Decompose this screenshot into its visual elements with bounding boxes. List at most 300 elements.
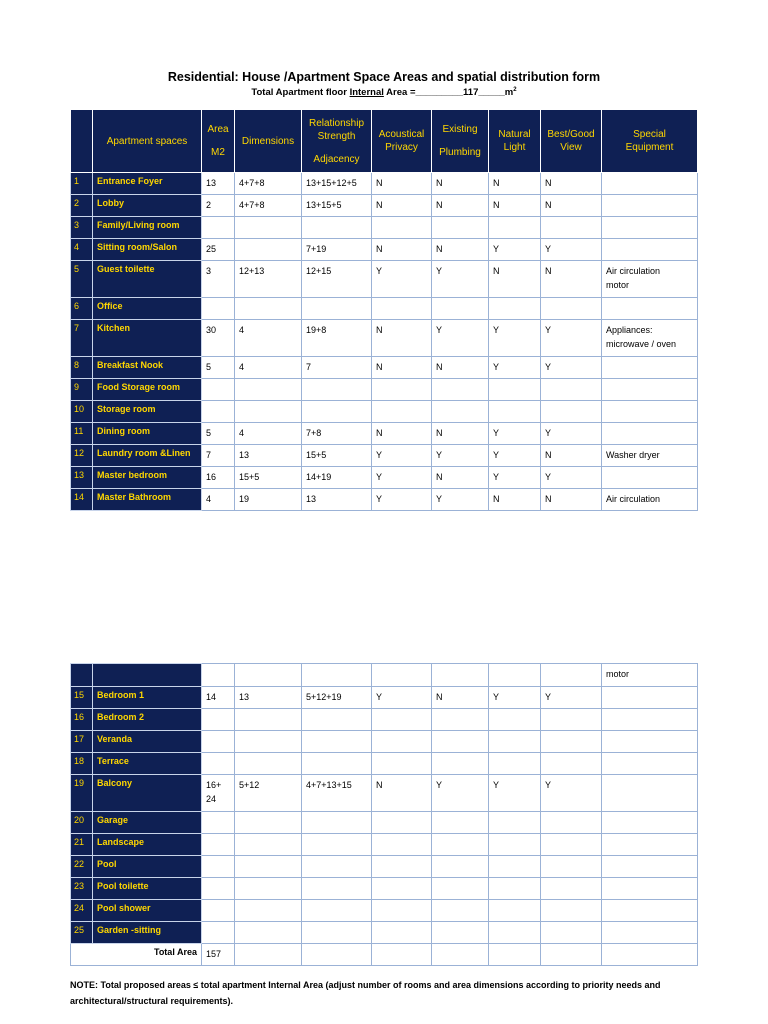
light-cell	[489, 856, 541, 878]
row-number: 16	[71, 709, 93, 731]
area-cell	[202, 775, 235, 812]
area-cell	[202, 812, 235, 834]
plumb-cell	[432, 401, 489, 423]
plumb-cell	[432, 379, 489, 401]
view-cell	[541, 834, 602, 856]
header-acou-l1: Acoustical	[378, 129, 425, 140]
dim-cell	[235, 239, 302, 261]
rel-cell	[302, 687, 372, 709]
light-value: Y	[493, 450, 500, 460]
area-cell	[202, 320, 235, 357]
plumb-value: Y	[436, 325, 443, 335]
dim-value: 15+5	[239, 472, 260, 482]
equipment-cell	[602, 467, 698, 489]
area-value: 2	[206, 200, 212, 210]
area-cell	[202, 379, 235, 401]
rel-cell	[302, 467, 372, 489]
table-row	[71, 812, 698, 834]
plumb-cell	[432, 731, 489, 753]
view-cell	[541, 900, 602, 922]
space-name: Breakfast Nook	[93, 357, 202, 379]
view-cell	[541, 856, 602, 878]
row-number: 9	[71, 379, 93, 401]
rel-value: 5+12+19	[306, 692, 342, 702]
area-cell	[202, 467, 235, 489]
light-cell	[489, 687, 541, 709]
dim-cell	[235, 731, 302, 753]
dim-cell	[235, 379, 302, 401]
view-cell	[541, 423, 602, 445]
view-cell	[541, 445, 602, 467]
cont-num	[71, 664, 93, 687]
plumb-cell	[432, 922, 489, 944]
equipment-cell	[602, 709, 698, 731]
header-nat-l1: Natural	[498, 129, 531, 140]
equipment-cell	[602, 217, 698, 239]
acou-cell	[372, 239, 432, 261]
dim-value: 4+7+8	[239, 178, 265, 188]
subtitle-underlined: Internal	[349, 87, 384, 99]
rel-cell	[302, 812, 372, 834]
continuation-row	[71, 664, 698, 687]
table-row	[71, 856, 698, 878]
dim-value: 4	[239, 428, 245, 438]
area-value: 4	[206, 494, 212, 504]
row-number: 6	[71, 298, 93, 320]
space-name: Family/Living room	[93, 217, 202, 239]
header-dimensions-label: Dimensions	[241, 135, 295, 147]
light-value: Y	[493, 692, 500, 702]
dim-cell	[235, 217, 302, 239]
rel-cell	[302, 834, 372, 856]
header-rel-l1: Relationship	[308, 117, 365, 129]
equipment-cell	[602, 900, 698, 922]
cont-dim	[235, 664, 302, 687]
space-name: Pool shower	[93, 900, 202, 922]
view-cell	[541, 753, 602, 775]
dim-cell	[235, 775, 302, 812]
cont-plumb	[432, 664, 489, 687]
acou-cell	[372, 195, 432, 217]
table-row	[71, 731, 698, 753]
light-cell	[489, 217, 541, 239]
area-cell	[202, 217, 235, 239]
view-cell	[541, 195, 602, 217]
view-cell	[541, 217, 602, 239]
header-spec-l1: Special	[633, 129, 666, 140]
header-num	[71, 110, 93, 173]
equipment-cell	[602, 775, 698, 812]
row-number: 18	[71, 753, 93, 775]
total-row	[71, 944, 698, 966]
area-value: 24	[206, 794, 217, 804]
acou-value: N	[376, 362, 383, 372]
light-cell	[489, 834, 541, 856]
space-name: Lobby	[93, 195, 202, 217]
cont-area	[202, 664, 235, 687]
view-value: Y	[545, 244, 552, 254]
area-cell	[202, 731, 235, 753]
view-cell	[541, 298, 602, 320]
row-number: 5	[71, 261, 93, 298]
row-number: 25	[71, 922, 93, 944]
header-best	[541, 110, 602, 173]
area-value: 5	[206, 428, 212, 438]
space-name: Veranda	[93, 731, 202, 753]
area-cell	[202, 922, 235, 944]
plumb-value: N	[436, 244, 443, 254]
view-value: Y	[545, 692, 552, 702]
rel-cell	[302, 775, 372, 812]
space-name: Garage	[93, 812, 202, 834]
dim-value: 13	[239, 692, 250, 702]
equipment-cell	[602, 753, 698, 775]
equipment-line: Appliances:	[606, 325, 653, 335]
light-cell	[489, 320, 541, 357]
light-cell	[489, 900, 541, 922]
view-cell	[541, 320, 602, 357]
light-value: Y	[493, 780, 500, 790]
equipment-cell	[602, 298, 698, 320]
view-value: N	[545, 266, 552, 276]
equipment-cell	[602, 401, 698, 423]
note-line1: NOTE: Total proposed areas ≤ total apartment Internal Area (adjust number of rooms and area dimensions according to priority needs and	[70, 980, 661, 990]
row-number: 7	[71, 320, 93, 357]
space-table-page1	[70, 109, 698, 511]
dim-cell	[235, 357, 302, 379]
space-name: Entrance Foyer	[93, 173, 202, 195]
plumb-cell	[432, 195, 489, 217]
acou-cell	[372, 687, 432, 709]
area-cell	[202, 401, 235, 423]
acou-value: N	[376, 178, 383, 188]
view-value: N	[545, 200, 552, 210]
view-cell	[541, 401, 602, 423]
rel-cell	[302, 401, 372, 423]
space-name: Garden -sitting	[93, 922, 202, 944]
view-cell	[541, 261, 602, 298]
plumb-cell	[432, 261, 489, 298]
equipment-cell	[602, 731, 698, 753]
header-exist-l2: Plumbing	[439, 147, 481, 158]
header-spaces-label: Apartment spaces	[106, 135, 188, 147]
plumb-cell	[432, 489, 489, 511]
table-row	[71, 900, 698, 922]
view-value: Y	[545, 362, 552, 372]
table-row	[71, 489, 698, 511]
plumb-cell	[432, 775, 489, 812]
equipment-cell	[602, 239, 698, 261]
plumb-cell	[432, 467, 489, 489]
acou-value: Y	[376, 472, 383, 482]
cont-name	[93, 664, 202, 687]
area-value: 25	[206, 244, 217, 254]
rel-cell	[302, 445, 372, 467]
plumb-cell	[432, 423, 489, 445]
table-row	[71, 687, 698, 709]
equipment-line: motor	[606, 280, 630, 290]
header-rel-l3: Adjacency	[313, 153, 360, 165]
acou-value: N	[376, 244, 383, 254]
plumb-value: N	[436, 428, 443, 438]
acou-cell	[372, 445, 432, 467]
row-number: 15	[71, 687, 93, 709]
rel-cell	[302, 239, 372, 261]
area-cell	[202, 445, 235, 467]
space-name: Landscape	[93, 834, 202, 856]
rel-cell	[302, 856, 372, 878]
row-number: 2	[71, 195, 93, 217]
acou-cell	[372, 856, 432, 878]
rel-value: 7	[306, 362, 312, 372]
rel-cell	[302, 195, 372, 217]
equipment-cell	[602, 489, 698, 511]
acou-value: N	[376, 428, 383, 438]
dim-cell	[235, 753, 302, 775]
area-value: 5	[206, 362, 212, 372]
acou-cell	[372, 401, 432, 423]
row-number: 22	[71, 856, 93, 878]
dim-cell	[235, 261, 302, 298]
light-cell	[489, 173, 541, 195]
plumb-cell	[432, 878, 489, 900]
area-cell	[202, 709, 235, 731]
table-row	[71, 173, 698, 195]
area-cell	[202, 261, 235, 298]
dim-cell	[235, 173, 302, 195]
acou-value: Y	[376, 450, 383, 460]
space-table-page2	[70, 663, 698, 966]
header-dimensions	[235, 110, 302, 173]
total-empty-3	[372, 944, 432, 966]
header-acoustical	[372, 110, 432, 173]
equipment-cell	[602, 173, 698, 195]
rel-cell	[302, 753, 372, 775]
plumb-value: Y	[436, 450, 443, 460]
row-number: 8	[71, 357, 93, 379]
area-cell	[202, 298, 235, 320]
acou-cell	[372, 217, 432, 239]
light-cell	[489, 445, 541, 467]
header-special	[602, 110, 698, 173]
table-row	[71, 709, 698, 731]
table-row	[71, 401, 698, 423]
light-cell	[489, 423, 541, 445]
dim-value: 4	[239, 325, 245, 335]
header-rel-l2: Strength	[317, 130, 356, 142]
space-name: Storage room	[93, 401, 202, 423]
rel-cell	[302, 320, 372, 357]
rel-cell	[302, 261, 372, 298]
view-cell	[541, 239, 602, 261]
acou-cell	[372, 467, 432, 489]
table-body-page1	[71, 173, 698, 511]
header-best-l1: Best/Good	[547, 129, 595, 140]
table-row	[71, 922, 698, 944]
area-cell	[202, 423, 235, 445]
light-cell	[489, 775, 541, 812]
rel-value: 12+15	[306, 266, 332, 276]
row-number: 3	[71, 217, 93, 239]
view-cell	[541, 922, 602, 944]
row-number: 1	[71, 173, 93, 195]
view-value: N	[545, 178, 552, 188]
total-empty-6	[541, 944, 602, 966]
header-best-l2: View	[560, 142, 582, 153]
space-name: Guest toilette	[93, 261, 202, 298]
form-subtitle	[0, 87, 768, 98]
table-row	[71, 217, 698, 239]
equipment-cell	[602, 423, 698, 445]
plumb-cell	[432, 217, 489, 239]
space-name: Food Storage room	[93, 379, 202, 401]
dim-cell	[235, 687, 302, 709]
acou-cell	[372, 261, 432, 298]
equipment-cell	[602, 878, 698, 900]
area-cell	[202, 753, 235, 775]
area-cell	[202, 834, 235, 856]
row-number: 24	[71, 900, 93, 922]
view-value: Y	[545, 428, 552, 438]
equipment-cell	[602, 320, 698, 357]
equipment-line: Air circulation	[606, 494, 661, 504]
table-row	[71, 239, 698, 261]
dim-cell	[235, 195, 302, 217]
rel-cell	[302, 489, 372, 511]
row-number: 4	[71, 239, 93, 261]
total-label: Total Area	[71, 944, 202, 966]
equipment-line: Air circulation	[606, 266, 661, 276]
equipment-line: microwave / oven	[606, 339, 677, 349]
row-number: 21	[71, 834, 93, 856]
plumb-value: Y	[436, 494, 443, 504]
plumb-cell	[432, 687, 489, 709]
view-cell	[541, 812, 602, 834]
total-empty-7	[602, 944, 698, 966]
space-name: Pool	[93, 856, 202, 878]
view-cell	[541, 379, 602, 401]
dim-cell	[235, 709, 302, 731]
light-cell	[489, 239, 541, 261]
form-title: Residential: House /Apartment Space Areas and spatial distribution form	[167, 70, 601, 84]
dim-cell	[235, 467, 302, 489]
space-name: Master Bathroom	[93, 489, 202, 511]
acou-cell	[372, 357, 432, 379]
table-row	[71, 298, 698, 320]
light-cell	[489, 878, 541, 900]
table-row	[71, 261, 698, 298]
cont-view	[541, 664, 602, 687]
acou-cell	[372, 379, 432, 401]
total-empty-1	[235, 944, 302, 966]
space-name: Dining room	[93, 423, 202, 445]
area-value: 13	[206, 178, 217, 188]
acou-cell	[372, 900, 432, 922]
space-name: Bedroom 1	[93, 687, 202, 709]
dim-cell	[235, 401, 302, 423]
view-value: N	[545, 450, 552, 460]
light-cell	[489, 489, 541, 511]
dim-cell	[235, 489, 302, 511]
cont-equip	[602, 664, 698, 687]
equipment-line: Washer dryer	[606, 450, 660, 460]
total-empty-5	[489, 944, 541, 966]
area-cell	[202, 900, 235, 922]
light-cell	[489, 812, 541, 834]
header-spaces	[93, 110, 202, 173]
rel-value: 13+15+12+5	[306, 178, 357, 188]
light-cell	[489, 467, 541, 489]
rel-cell	[302, 731, 372, 753]
header-exist-l1: Existing	[442, 124, 478, 135]
equipment-cell	[602, 379, 698, 401]
table-footer	[71, 944, 698, 966]
row-number: 14	[71, 489, 93, 511]
acou-cell	[372, 320, 432, 357]
dim-cell	[235, 445, 302, 467]
acou-cell	[372, 731, 432, 753]
light-cell	[489, 298, 541, 320]
area-value: 3	[206, 266, 212, 276]
area-cell	[202, 357, 235, 379]
light-cell	[489, 379, 541, 401]
area-cell	[202, 856, 235, 878]
plumb-cell	[432, 239, 489, 261]
header-area-l2: M2	[211, 147, 225, 158]
light-value: Y	[493, 244, 500, 254]
header-nat-l2: Light	[503, 142, 526, 153]
area-cell	[202, 878, 235, 900]
dim-value: 4	[239, 362, 245, 372]
table-row	[71, 467, 698, 489]
space-name: Pool toilette	[93, 878, 202, 900]
rel-cell	[302, 298, 372, 320]
acou-cell	[372, 922, 432, 944]
light-value: Y	[493, 362, 500, 372]
area-value: 14	[206, 692, 217, 702]
plumb-value: N	[436, 472, 443, 482]
subtitle-sup: 2	[513, 87, 517, 93]
plumb-value: N	[436, 200, 443, 210]
dim-value: 13	[239, 450, 250, 460]
area-value: 30	[206, 325, 217, 335]
header-area-l1: Area	[207, 124, 229, 135]
subtitle-prefix: Total Apartment floor	[251, 87, 350, 99]
view-value: N	[545, 494, 552, 504]
cont-rel	[302, 664, 372, 687]
rel-value: 19+8	[306, 325, 327, 335]
dim-cell	[235, 298, 302, 320]
light-value: Y	[493, 428, 500, 438]
equipment-cell	[602, 922, 698, 944]
area-cell	[202, 489, 235, 511]
acou-cell	[372, 834, 432, 856]
equipment-cell	[602, 195, 698, 217]
cont-acou	[372, 664, 432, 687]
rel-cell	[302, 878, 372, 900]
table-row	[71, 195, 698, 217]
header-existing	[432, 110, 489, 173]
light-value: Y	[493, 325, 500, 335]
rel-value: 15+5	[306, 450, 327, 460]
cont-light	[489, 664, 541, 687]
dim-cell	[235, 856, 302, 878]
total-empty-2	[302, 944, 372, 966]
view-cell	[541, 775, 602, 812]
dim-cell	[235, 878, 302, 900]
dim-cell	[235, 834, 302, 856]
rel-cell	[302, 423, 372, 445]
